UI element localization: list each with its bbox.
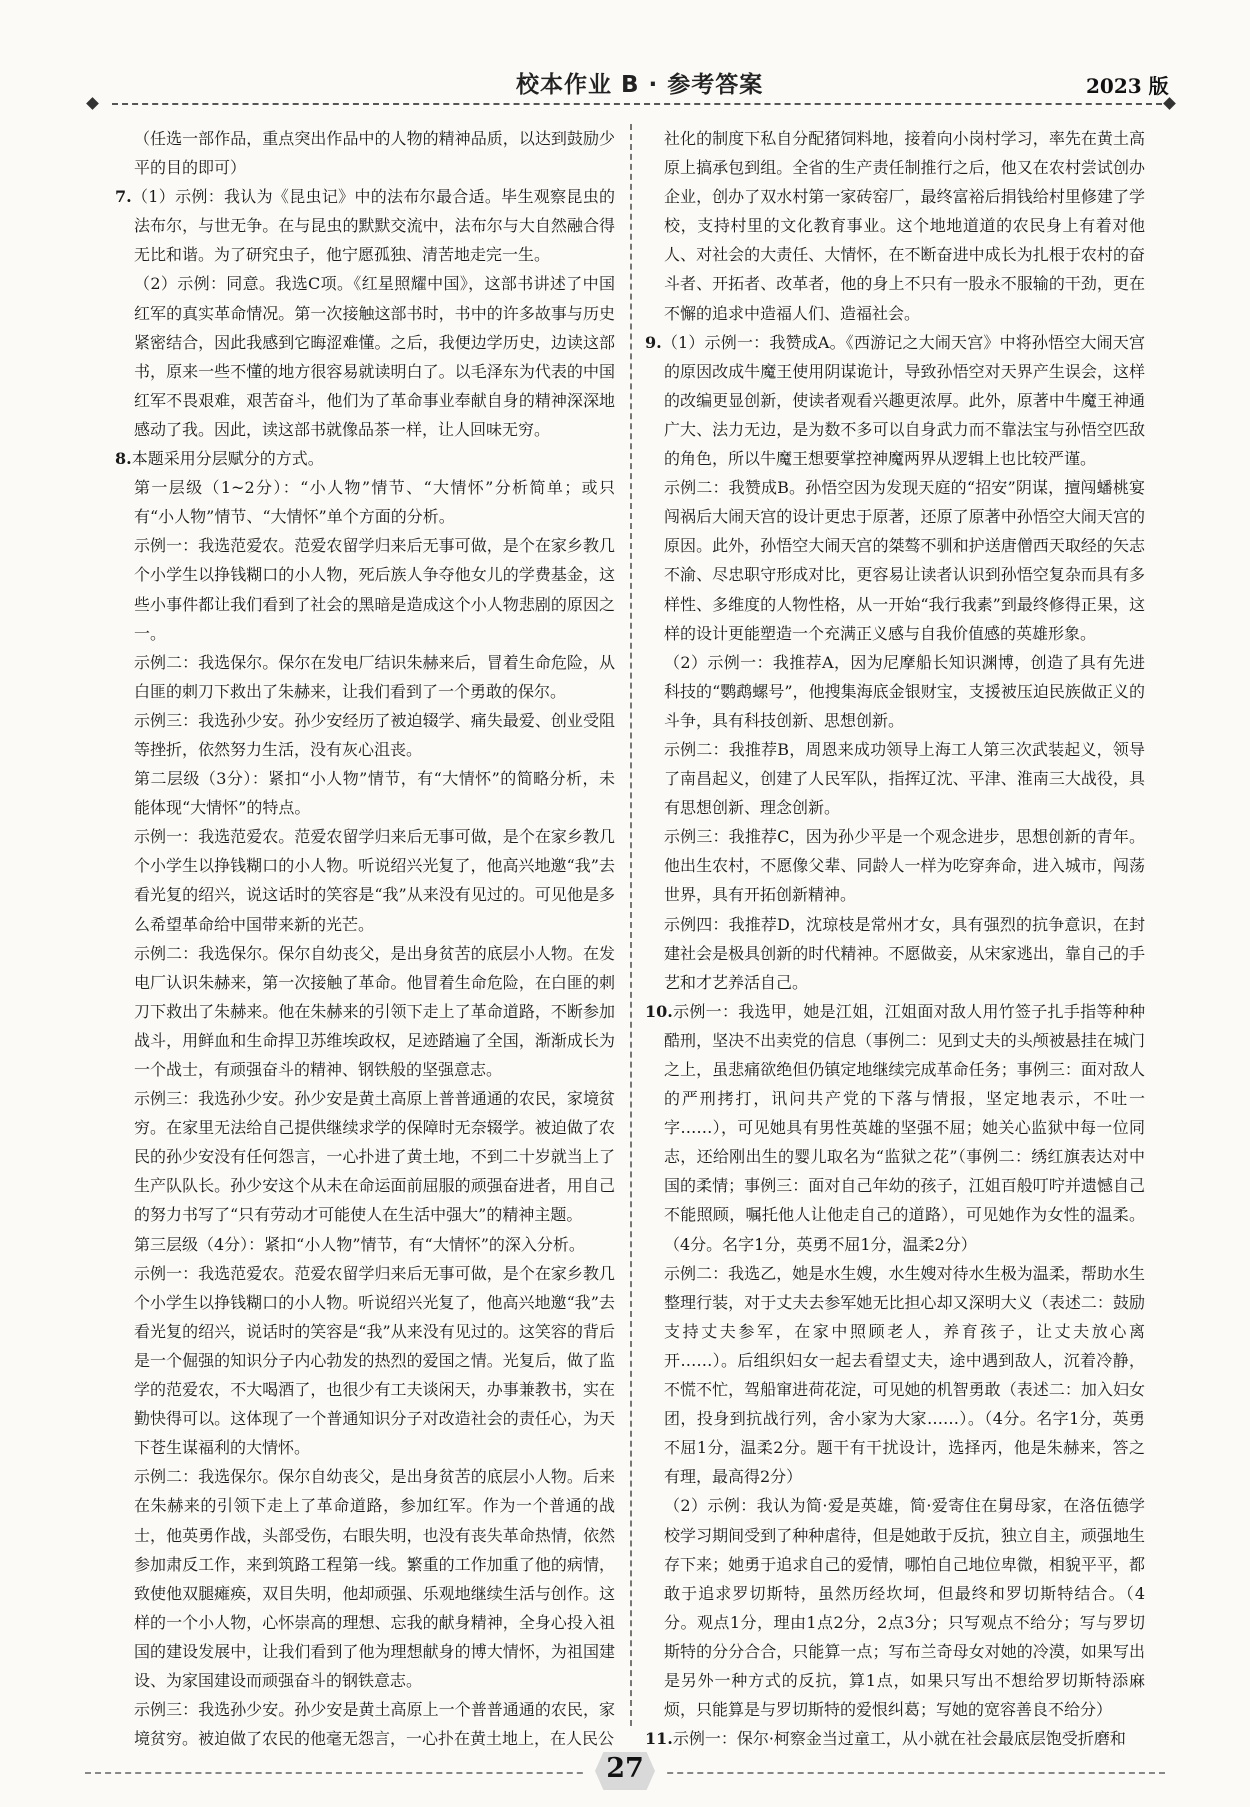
page-number-badge — [586, 1748, 664, 1794]
question-number: 11. — [645, 1729, 673, 1749]
paragraph-text: （1）示例：我认为《昆虫记》中的法布尔最合适。毕生观察昆虫的法布尔，与世无争。在与昆虫的默默交流中，法布尔与大自然融合得无比和谐。为了研究虫子，他宁愿孤独、清苦地走完一生。 — [131, 187, 615, 265]
paragraph-text: 示例三：我推荐C，因为孙少平是一个观念进步，思想创新的青年。他出生农村，不愿像父辈、同龄人一样为吃穿奔命，进入城市，闯荡世界，具有开拓创新精神。 — [664, 827, 1145, 905]
paragraph-text: （2）示例一：我推荐A，因为尼摩船长知识渊博，创造了具有先进科技的“鹦鹉螺号”，他搜集海底金银财宝，支援被压迫民族做正义的斗争，具有科技创新、思想创新。 — [664, 652, 1145, 730]
answer-paragraph — [115, 531, 615, 647]
answer-paragraph — [115, 1230, 615, 1259]
paragraph-text: 第三层级（4分）：紧扣“小人物”情节，有“大情怀”的深入分析。 — [134, 1234, 585, 1254]
question-number: 7. — [115, 187, 132, 207]
diamond-icon — [1163, 97, 1176, 110]
paragraph-text: 第一层级（1~2分）：“小人物”情节、“大情怀”分析简单；或只有“小人物”情节、“大情怀”单个方面的分析。 — [134, 478, 615, 527]
answer-paragraph — [115, 269, 615, 444]
paragraph-text: 示例四：我推荐D，沈琼枝是常州才女，具有强烈的抗争意识，在封建社会是极具创新的时代精神。不愿做妾，从宋家逃出，靠自己的手艺和才艺养活自己。 — [664, 914, 1145, 992]
paragraph-text: 示例一：保尔·柯察金当过童工，从小就在社会最底层饱受折磨和 — [672, 1729, 1126, 1749]
answer-paragraph — [645, 910, 1145, 997]
paragraph-text: 示例三：我选孙少安。孙少安经历了被迫辍学、痛失最爱、创业受阻等挫折，依然努力生活，没有灰心沮丧。 — [134, 710, 615, 759]
answer-paragraph — [115, 124, 615, 182]
left-column — [115, 124, 615, 1753]
paragraph-text: 示例二：我赞成B。孙悟空因为发现天庭的“招安”阴谋，擅闯蟠桃宴闯祸后大闹天宫的设计更忠于原著，还原了原著中孙悟空大闹天宫的原因。此外，孙悟空大闹天宫的桀骜不驯和护送唐僧西天取经的矢志不渝、尽忠职守形成对比，更容易让读者认识到孙悟空复杂而具有多样性、多维度的人物性格，从一开始“我行我素”到最终修得正果，这样的设计更能塑造一个充满正义感与自我价值感的英雄形象。 — [664, 478, 1145, 643]
answer-paragraph — [115, 1084, 615, 1229]
answer-paragraph — [645, 735, 1145, 822]
answer-paragraph — [645, 1491, 1145, 1724]
paragraph-text: 示例二：我选保尔。保尔自幼丧父，是出身贫苦的底层小人物。后来在朱赫来的引领下走上了革命道路，参加红军。作为一个普通的战士，他英勇作战，头部受伤，右眼失明，也没有丧失革命热情，依然参加肃反工作，来到筑路工程第一线。繁重的工作加重了他的病情，致使他双腿瘫痪，双目失明，他却顽强、乐观地继续生活与创作。这样的一个小人物，心怀崇高的理想、忘我的献身精神，全身心投入祖国的建设发展中，让我们看到了他为理想献身的博大情怀，为祖国建设、为家国建设而顽强奋斗的钢铁意志。 — [134, 1467, 615, 1690]
answer-paragraph — [645, 822, 1145, 909]
right-column — [645, 124, 1145, 1753]
answer-paragraph — [645, 997, 1145, 1259]
answer-paragraph — [115, 648, 615, 706]
page-footer — [0, 1740, 1250, 1807]
paragraph-text: 示例二：我推荐B，周恩来成功领导上海工人第三次武装起义，领导了南昌起义，创建了人民军队，指挥辽沈、平津、淮南三大战役，具有思想创新、理念创新。 — [664, 739, 1145, 818]
paragraph-text: 示例二：我选乙，她是水生嫂，水生嫂对待水生极为温柔，帮助水生整理行装，对于丈夫去参军她无比担心却又深明大义（表述二：鼓励支持丈夫参军，在家中照顾老人，养育孩子，让丈夫放心离开……）。后组织妇女一起去看望丈夫，途中遇到敌人，沉着冷静，不慌不忙，驾船窜进荷花淀，可见她的机智勇敢（表述二：加入妇女团，投身到抗战行列，舍小家为大家……）。（4分。名字1分，英勇不屈1分，温柔2分。题干有干扰设计，选择丙，他是朱赫来，答之有理，最高得2分） — [664, 1263, 1145, 1487]
paragraph-text: 示例三：我选孙少安。孙少安是黄土高原上普普通通的农民，家境贫穷。在家里无法给自己提供继续求学的保障时无奈辍学。被迫做了农民的孙少安没有任何怨言，一心扑进了黄土地，不到二十岁就当上了生产队队长。孙少安这个从未在命运面前屈服的顽强奋进者，用自己的努力书写了“只有劳动才可能使人在生活中强大”的精神主题。 — [134, 1089, 615, 1225]
paragraph-text: 示例一：我选范爱农。范爱农留学归来后无事可做，是个在家乡教几个小学生以挣钱糊口的小人物，死后族人争夺他女儿的学费基金，这些小事件都让我们看到了社会的黑暗是造成这个小人物悲剧的原因之一。 — [134, 536, 615, 643]
answer-paragraph — [115, 473, 615, 531]
paragraph-text: 本题采用分层赋分的方式。 — [131, 449, 324, 469]
paragraph-text: 示例一：我选甲，她是江姐，江姐面对敌人用竹签子扎手指等种种酷刑，坚决不出卖党的信息（事例二：见到丈夫的头颅被悬挂在城门之上，虽悲痛欲绝但仍镇定地继续完成革命任务；事例三：面对敌人的严刑拷打，讯问共产党的下落与情报，坚定地表示，不吐一字……），可见她具有男性英雄的坚强不屈；她关心监狱中每一位同志，还给刚出生的婴儿取名为“监狱之花”（事例二：绣红旗表达对中国的柔情；事例三：面对自己年幼的孩子，江姐百般叮咛并遗憾自己不能照顾，嘱托他人让他走自己的道路），可见她作为女性的温柔。（4分。名字1分，英勇不屈1分，温柔2分） — [664, 1001, 1145, 1254]
question-number: 9. — [645, 332, 662, 352]
paragraph-text: （任选一部作品，重点突出作品中的人物的精神品质，以达到鼓励少平的目的即可） — [134, 129, 615, 178]
answer-paragraph — [115, 444, 615, 473]
page-number: 27 — [606, 1753, 644, 1784]
paragraph-text: （2）示例：同意。我选C项。《红星照耀中国》，这部书讲述了中国红军的真实革命情况。第一次接触这部书时，书中的许多故事与历史紧密结合，因此我感到它晦涩难懂。之后，我便边学历史，边读这部书，原来一些不懂的地方很容易就读明白了。以毛泽东为代表的中国红军不畏艰难，艰苦奋斗，他们为了革命事业奉献自身的精神深深地感动了我。因此，读这部书就像品茶一样，让人回味无穷。 — [134, 274, 615, 439]
paragraph-text: 示例二：我选保尔。保尔自幼丧父，是出身贫苦的底层小人物。在发电厂认识朱赫来，第一次接触了革命。他冒着生命危险，在白匪的刺刀下救出了朱赫来。他在朱赫来的引领下走上了革命道路，不断参加战斗，用鲜血和生命捍卫苏维埃政权，足迹踏遍了全国，渐渐成长为一个战士，有顽强奋斗的精神、钢铁般的坚强意志。 — [134, 943, 615, 1079]
answer-paragraph — [115, 182, 615, 269]
paragraph-text: （1）示例一：我赞成A。《西游记之大闹天宫》中将孙悟空大闹天宫的原因改成牛魔王使用阴谋诡计，导致孙悟空对天界产生误会，这样的改编更显创新，使读者观看兴趣更浓厚。此外，原著中牛魔王神通广大、法力无边，是为数不多可以自身武力而不靠法宝与孙悟空匹敌的角色，所以牛魔王想要掌控神魔两界从逻辑上也比较严谨。 — [661, 332, 1145, 469]
column-divider — [630, 124, 632, 1726]
answer-paragraph — [645, 648, 1145, 735]
page-header — [0, 0, 1250, 100]
paragraph-text: 示例二：我选保尔。保尔在发电厂结识朱赫来后，冒着生命危险，从白匪的刺刀下救出了朱赫来，让我们看到了一个勇敢的保尔。 — [134, 652, 615, 701]
diamond-icon — [86, 97, 99, 110]
header-title: 校本作业 B · 参考答案 — [516, 72, 764, 98]
answer-paragraph — [645, 473, 1145, 648]
paragraph-text: 示例三：我选孙少安。孙少安是黄土高原上一个普普通通的农民，家境贫穷。被迫做了农民的他毫无怨言，一心扑在黄土地上，在人民公 — [134, 1700, 615, 1749]
answer-paragraph — [115, 764, 615, 822]
answer-paragraph — [115, 1259, 615, 1463]
paragraph-text: 第二层级（3分）：紧扣“小人物”情节，有“大情怀”的简略分析，未能体现“大情怀”的特点。 — [134, 769, 615, 818]
answer-paragraph — [115, 822, 615, 938]
header-rule — [112, 103, 1162, 105]
paragraph-text: （2）示例：我认为简·爱是英雄，简·爱寄住在舅母家，在洛伍德学校学习期间受到了种种虐待，但是她敢于反抗，独立自主，顽强地生存下来；她勇于追求自己的爱情，哪怕自己地位卑微，相貌平平，都敢于追求罗切斯特，虽然历经坎坷，但最终和罗切斯特结合。（4分。观点1分，理由1点2分，2点3分；只写观点不给分；写与罗切斯特的分分合合，只能算一点；写布兰奇母女对她的冷漠，如果写出是另外一种方式的反抗，算1点，如果只写出不想给罗切斯特添麻烦，只能算是与罗切斯特的爱恨纠葛；写她的宽容善良不给分） — [664, 1496, 1145, 1720]
paragraph-text: 示例一：我选范爱农。范爱农留学归来后无事可做，是个在家乡教几个小学生以挣钱糊口的小人物。听说绍兴光复了，他高兴地邀“我”去看光复的绍兴，说这话时的笑容是“我”从来没有见过的。可见他是多么希望革命给中国带来新的光芒。 — [134, 827, 615, 934]
paragraph-text: 社化的制度下私自分配猪饲料地，接着向小岗村学习，率先在黄土高原上搞承包到组。全省的生产责任制推行之后，他又在农村尝试创办企业，创办了双水村第一家砖窑厂，最终富裕后捐钱给村里修建了学校，支持村里的文化教育事业。这个地地道道的农民身上有着对他人、对社会的大责任、大情怀，在不断奋进中成长为扎根于农村的奋斗者、开拓者、改革者，他的身上不只有一股永不服输的干劲，更在不懈的追求中造福人们、造福社会。 — [664, 129, 1145, 323]
answer-paragraph — [645, 124, 1145, 328]
question-number: 10. — [645, 1001, 673, 1021]
paragraph-text: 示例一：我选范爱农。范爱农留学归来后无事可做，是个在家乡教几个小学生以挣钱糊口的小人物。听说绍兴光复了，他高兴地邀“我”去看光复的绍兴，说话时的笑容是“我”从来没有见过的。这笑容的背后是一个倔强的知识分子内心勃发的热烈的爱国之情。光复后，做了监学的范爱农，不大喝酒了，也很少有工夫谈闲天，办事兼教书，实在勤快得可以。这体现了一个普通知识分子对改造社会的责任心，为天下苍生谋福利的大情怀。 — [134, 1263, 615, 1458]
answer-paragraph — [115, 706, 615, 764]
answer-paragraph — [115, 1462, 615, 1695]
header-edition: 2023 版 — [1086, 74, 1169, 98]
question-number: 8. — [115, 449, 132, 469]
answer-paragraph — [115, 939, 615, 1084]
answer-paragraph — [645, 328, 1145, 473]
answer-paragraph — [645, 1259, 1145, 1492]
